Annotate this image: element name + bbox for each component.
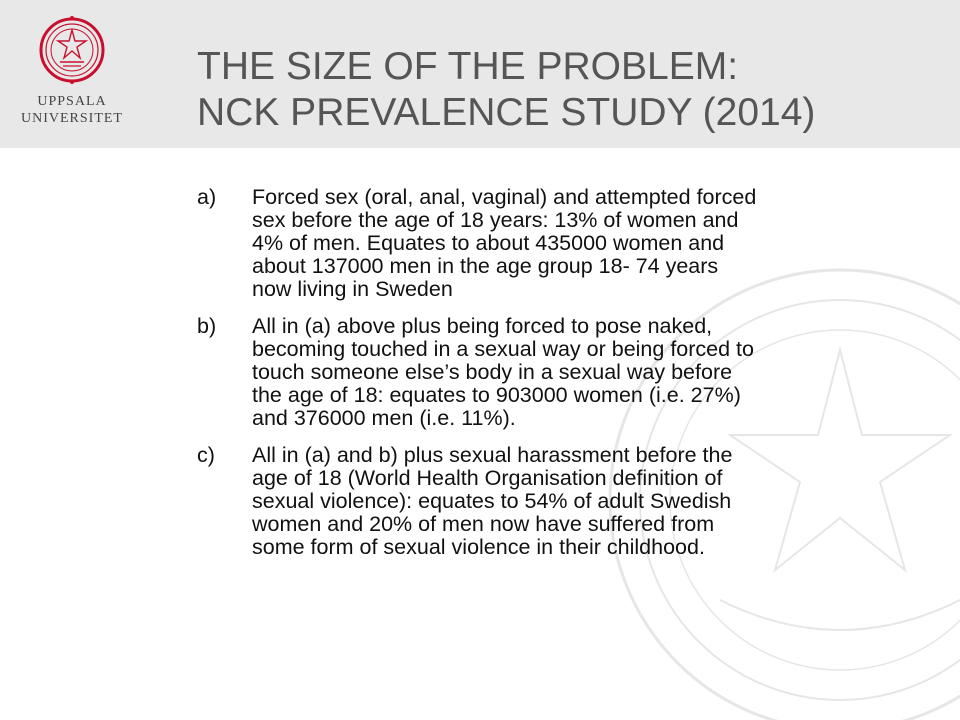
content-list [197,186,897,573]
text-line: age of 18 (World Health Organisation definition of [252,466,723,490]
university-seal-icon [38,14,106,88]
text-line: All in (a) above plus being forced to pose naked, [252,314,713,338]
title-line-1: THE SIZE OF THE PROBLEM: [197,45,739,88]
list-item-text [252,444,897,559]
text-line: about 137000 men in the age group 18- 74 years [252,254,719,278]
list-marker: c) [197,443,215,467]
text-line: the age of 18: equates to 903000 women (i.e. 27%) [252,383,741,407]
text-line: Forced sex (oral, anal, vaginal) and attempted forced [252,185,757,209]
text-line: women and 20% of men now have suffered from [252,512,715,536]
page-title [197,44,937,136]
text-line: All in (a) and b) plus sexual harassment before the [252,443,733,467]
university-logo [14,14,130,134]
list-item-c [197,444,897,559]
text-line: some form of sexual violence in their childhood. [252,535,705,559]
text-line: now living in Sweden [252,277,453,301]
text-line: sexual violence): equates to 54% of adult Swedish [252,489,732,513]
text-line: 4% of men. Equates to about 435000 women and [252,231,725,255]
list-item-a [197,186,897,301]
list-marker: a) [197,185,217,209]
title-line-2: NCK PREVALENCE STUDY (2014) [197,91,816,134]
text-line: becoming touched in a sexual way or being forced to [252,337,754,361]
logo-text-universitet: UNIVERSITET [21,111,123,126]
text-line: touch someone else’s body in a sexual way before [252,360,733,384]
text-line: and 376000 men (i.e. 11%). [252,406,516,430]
list-item-text [252,315,897,430]
list-item-b [197,315,897,430]
list-item-text [252,186,897,301]
list-marker: b) [197,314,217,338]
text-line: sex before the age of 18 years: 13% of women and [252,208,739,232]
logo-text-uppsala: UPPSALA [37,94,107,109]
